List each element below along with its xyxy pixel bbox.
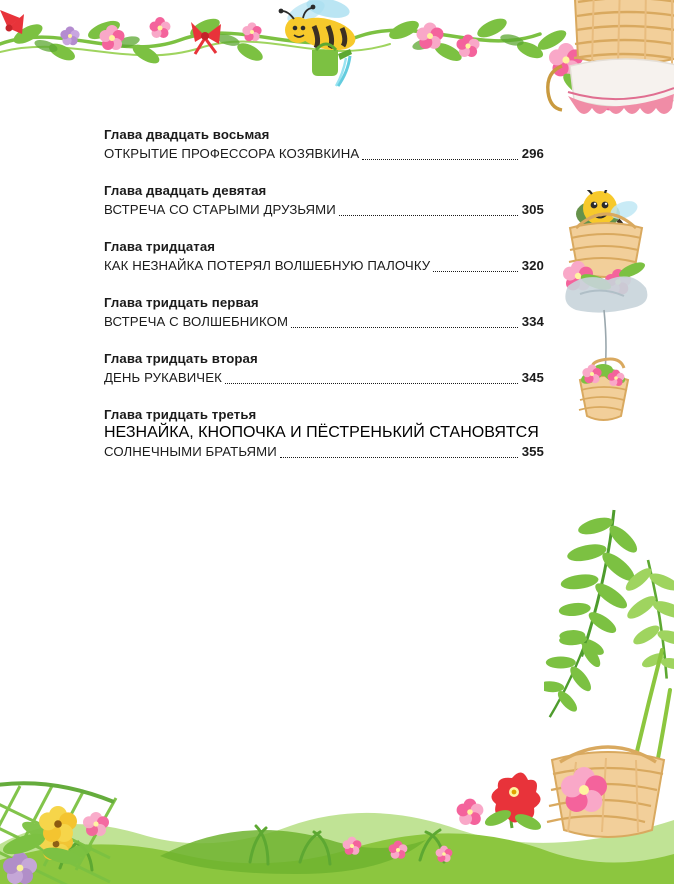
toc-entry[interactable]	[104, 125, 544, 164]
toc-chapter-label: Глава тридцать первая	[104, 294, 259, 310]
toc-entry[interactable]	[104, 349, 544, 388]
toc-title: ВСТРЕЧА С ВОЛШЕБНИКОМ	[104, 313, 289, 329]
toc-leader-dots	[339, 215, 518, 216]
toc-title-continued: СОЛНЕЧНЫМИ БРАТЬЯМИ	[104, 443, 277, 459]
toc-chapter-label: Глава тридцать третья	[104, 406, 257, 422]
toc-entry[interactable]	[104, 293, 544, 332]
bee-in-basket-decoration	[554, 190, 674, 490]
toc-page-number: 296	[521, 146, 544, 162]
toc-leader-dots	[433, 271, 517, 272]
toc-chapter-label: Глава тридцать вторая	[104, 350, 258, 366]
toc-entry[interactable]	[104, 237, 544, 276]
toc-title: ОТКРЫТИЕ ПРОФЕССОРА КОЗЯВКИНА	[104, 146, 360, 162]
toc-chapter-label: Глава двадцать восьмая	[104, 127, 270, 142]
toc-chapter-label: Глава тридцатая	[104, 238, 216, 254]
table-of-contents	[104, 125, 544, 479]
toc-title-row	[104, 442, 544, 462]
canopy-decoration	[524, 0, 674, 250]
toc-title-row	[104, 312, 544, 332]
bottom-meadow-decoration	[0, 684, 674, 884]
toc-entry[interactable]	[104, 181, 544, 220]
toc-title: КАК НЕЗНАЙКА ПОТЕРЯЛ ВОЛШЕБНУЮ ПАЛОЧКУ	[104, 258, 431, 274]
toc-title: ДЕНЬ РУКАВИЧЕК	[104, 369, 222, 385]
bee-illustration	[279, 0, 359, 86]
toc-page-number: 334	[521, 313, 544, 329]
toc-title-row	[104, 144, 544, 164]
toc-entry[interactable]	[104, 405, 544, 462]
toc-page-number: 305	[521, 202, 544, 218]
toc-leader-dots	[362, 159, 517, 160]
toc-leader-dots	[280, 457, 518, 458]
toc-chapter-label: Глава двадцать девятая	[104, 182, 267, 198]
toc-title-row	[104, 256, 544, 276]
toc-title-row-first	[104, 424, 544, 442]
toc-page-number: 345	[521, 369, 544, 385]
toc-leader-dots	[225, 383, 518, 384]
toc-title-row	[104, 200, 544, 220]
fern-leaves-decoration	[544, 500, 674, 830]
toc-leader-dots	[291, 327, 518, 328]
toc-title: ВСТРЕЧА СО СТАРЫМИ ДРУЗЬЯМИ	[104, 202, 336, 218]
top-floral-border-decoration	[0, 0, 674, 130]
toc-title-row	[104, 368, 544, 388]
toc-page-number: 320	[521, 258, 544, 274]
toc-title: НЕЗНАЙКА, КНОПОЧКА И ПЁСТРЕНЬКИЙ СТАНОВЯТСЯ	[104, 423, 539, 441]
toc-page-number: 355	[521, 443, 544, 459]
